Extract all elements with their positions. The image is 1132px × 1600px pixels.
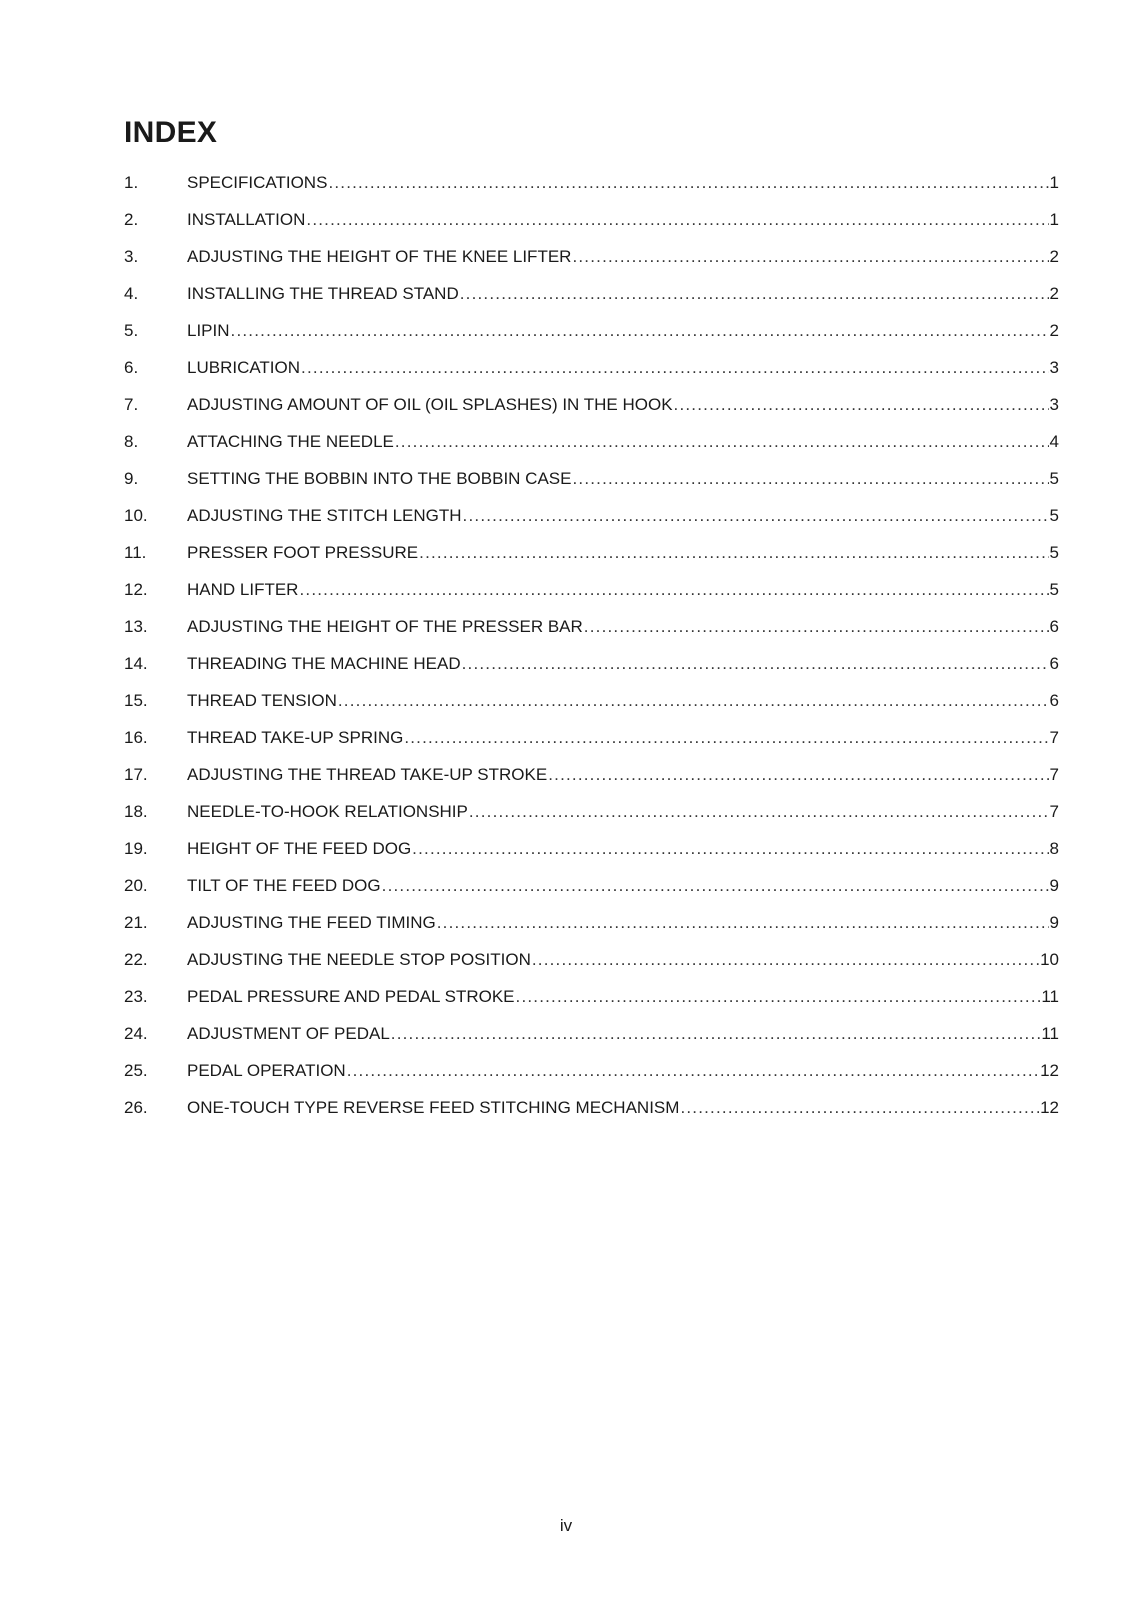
toc-entry[interactable] [124,984,1059,1021]
toc-entry[interactable] [124,725,1059,762]
toc-entry-page: 3 [1049,358,1059,377]
toc-entry[interactable] [124,651,1059,688]
toc-dot-leader [338,688,1049,713]
toc-entry-title: SPECIFICATIONS [187,173,328,192]
toc-dot-leader [231,318,1049,343]
toc-dot-leader [382,873,1049,898]
toc-entry-title: LUBRICATION [187,358,301,377]
toc-entry-title: THREAD TENSION [187,691,337,710]
toc-entry-page: 12 [1040,1098,1059,1117]
toc-dot-leader [347,1058,1039,1083]
toc-entry-page: 5 [1049,580,1059,599]
toc-dot-leader [572,244,1048,269]
toc-entry-title: INSTALLATION [187,210,306,229]
toc-entry-number: 17. [124,765,148,784]
toc-entry-page: 9 [1049,913,1059,932]
toc-entry-title: ADJUSTING THE FEED TIMING [187,913,436,932]
toc-entry-page: 8 [1049,839,1059,858]
toc-entry-page: 5 [1049,469,1059,488]
toc-entry-title: LIPIN [187,321,230,340]
toc-dot-leader [516,984,1041,1009]
toc-entry-title: ADJUSTING THE HEIGHT OF THE KNEE LIFTER [187,247,572,266]
toc-entry[interactable] [124,244,1059,281]
toc-entry-number: 4. [124,284,139,303]
toc-dot-leader [674,392,1049,417]
toc-dot-leader [391,1021,1041,1046]
toc-entry-title: ADJUSTING THE NEEDLE STOP POSITION [187,950,531,969]
toc-entry-title: ADJUSTING THE STITCH LENGTH [187,506,462,525]
toc-entry-number: 13. [124,617,148,636]
toc-entry-number: 6. [124,358,139,377]
toc-dot-leader [680,1095,1039,1120]
toc-dot-leader [306,207,1048,232]
toc-entry[interactable] [124,207,1059,244]
table-of-contents [124,170,1059,1132]
toc-entry-page: 1 [1049,210,1059,229]
toc-entry-page: 6 [1049,617,1059,636]
toc-entry[interactable] [124,1095,1059,1132]
toc-entry-number: 14. [124,654,148,673]
toc-entry-number: 12. [124,580,148,599]
toc-entry-title: ADJUSTING THE HEIGHT OF THE PRESSER BAR [187,617,583,636]
toc-entry-page: 2 [1049,321,1059,340]
toc-entry[interactable] [124,429,1059,466]
toc-entry-number: 5. [124,321,139,340]
toc-dot-leader [572,466,1048,491]
toc-entry-number: 23. [124,987,148,1006]
toc-entry[interactable] [124,281,1059,318]
toc-entry-page: 11 [1041,1024,1059,1043]
toc-dot-leader [463,503,1049,528]
toc-dot-leader [419,540,1048,565]
toc-entry[interactable] [124,873,1059,910]
toc-entry-number: 24. [124,1024,148,1043]
toc-entry[interactable] [124,799,1059,836]
toc-entry[interactable] [124,540,1059,577]
toc-entry[interactable] [124,355,1059,392]
toc-dot-leader [584,614,1049,639]
toc-entry-page: 11 [1041,987,1059,1006]
toc-dot-leader [299,577,1048,602]
toc-entry[interactable] [124,910,1059,947]
toc-entry-page: 5 [1049,506,1059,525]
toc-entry[interactable] [124,503,1059,540]
toc-entry[interactable] [124,1058,1059,1095]
toc-entry[interactable] [124,392,1059,429]
toc-entry-title: ADJUSTING THE THREAD TAKE-UP STROKE [187,765,548,784]
toc-entry[interactable] [124,947,1059,984]
toc-dot-leader [437,910,1049,935]
toc-entry-number: 11. [124,543,147,562]
toc-entry-page: 5 [1049,543,1059,562]
toc-entry[interactable] [124,762,1059,799]
toc-dot-leader [548,762,1048,787]
toc-entry-page: 12 [1040,1061,1059,1080]
toc-entry[interactable] [124,170,1059,207]
toc-entry-title: TILT OF THE FEED DOG [187,876,381,895]
toc-entry-title: ONE-TOUCH TYPE REVERSE FEED STITCHING MECHANISM [187,1098,680,1117]
toc-dot-leader [301,355,1048,380]
toc-entry-page: 6 [1049,691,1059,710]
toc-dot-leader [469,799,1049,824]
toc-entry[interactable] [124,318,1059,355]
toc-dot-leader [532,947,1039,972]
toc-entry-title: INSTALLING THE THREAD STAND [187,284,459,303]
toc-entry-title: THREAD TAKE-UP SPRING [187,728,404,747]
toc-entry-page: 6 [1049,654,1059,673]
toc-entry-number: 22. [124,950,148,969]
toc-entry-number: 10. [124,506,148,525]
toc-entry-number: 19. [124,839,148,858]
toc-entry-number: 9. [124,469,139,488]
toc-entry-title: PRESSER FOOT PRESSURE [187,543,419,562]
toc-entry[interactable] [124,614,1059,651]
toc-entry-page: 2 [1049,284,1059,303]
toc-entry-page: 7 [1049,728,1059,747]
toc-entry-title: PEDAL OPERATION [187,1061,346,1080]
toc-dot-leader [404,725,1048,750]
toc-entry[interactable] [124,466,1059,503]
toc-entry-page: 9 [1049,876,1059,895]
toc-entry-page: 3 [1049,395,1059,414]
toc-entry-title: PEDAL PRESSURE AND PEDAL STROKE [187,987,515,1006]
toc-entry[interactable] [124,577,1059,614]
toc-dot-leader [395,429,1049,454]
toc-entry-title: HAND LIFTER [187,580,299,599]
toc-dot-leader [412,836,1048,861]
toc-entry-number: 25. [124,1061,148,1080]
toc-entry-number: 18. [124,802,148,821]
page-title: INDEX [124,116,218,149]
toc-entry-number: 7. [124,395,139,414]
toc-entry-number: 1. [124,173,139,192]
toc-entry-title: ADJUSTMENT OF PEDAL [187,1024,390,1043]
toc-entry-number: 20. [124,876,148,895]
toc-dot-leader [460,281,1049,306]
toc-entry-title: ADJUSTING AMOUNT OF OIL (OIL SPLASHES) IN THE HOOK [187,395,673,414]
toc-dot-leader [328,170,1048,195]
toc-entry-page: 1 [1049,173,1059,192]
toc-entry-number: 8. [124,432,139,451]
toc-entry-title: NEEDLE-TO-HOOK RELATIONSHIP [187,802,468,821]
toc-entry[interactable] [124,688,1059,725]
toc-entry-number: 15. [124,691,148,710]
toc-entry-page: 2 [1049,247,1059,266]
toc-entry-number: 3. [124,247,139,266]
toc-entry-page: 4 [1049,432,1059,451]
toc-dot-leader [462,651,1049,676]
toc-entry-number: 2. [124,210,139,229]
toc-entry[interactable] [124,836,1059,873]
toc-entry-number: 26. [124,1098,148,1117]
toc-entry-number: 16. [124,728,148,747]
toc-entry-title: ATTACHING THE NEEDLE [187,432,394,451]
toc-entry-title: HEIGHT OF THE FEED DOG [187,839,412,858]
toc-entry-number: 21. [124,913,148,932]
toc-entry-title: SETTING THE BOBBIN INTO THE BOBBIN CASE [187,469,572,488]
toc-entry[interactable] [124,1021,1059,1058]
toc-entry-page: 7 [1049,802,1059,821]
page-number: iv [559,1516,573,1535]
toc-entry-page: 10 [1040,950,1059,969]
toc-entry-page: 7 [1049,765,1059,784]
toc-entry-title: THREADING THE MACHINE HEAD [187,654,461,673]
